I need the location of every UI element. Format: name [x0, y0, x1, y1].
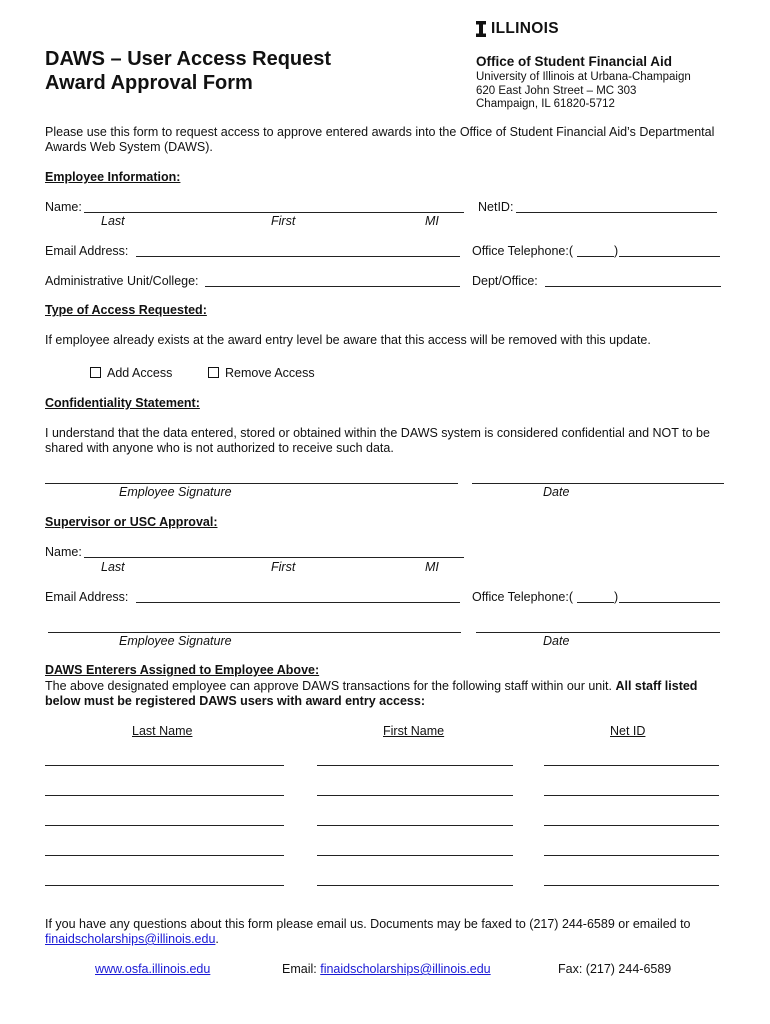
add-access-option[interactable]: [90, 366, 172, 380]
enterer-last-name-field[interactable]: [45, 825, 284, 826]
enterer-first-name-field[interactable]: [317, 885, 513, 886]
website-link[interactable]: www.osfa.illinois.edu: [95, 962, 211, 976]
supervisor-phone-field[interactable]: [619, 602, 720, 603]
block-i-icon: [476, 21, 486, 37]
footer-email-group: [282, 962, 491, 976]
confidentiality-heading: Confidentiality Statement:: [45, 396, 200, 410]
footer-line2: [45, 932, 219, 946]
employee-email-field[interactable]: [136, 256, 460, 257]
enterer-last-name-field[interactable]: [45, 765, 284, 766]
enterers-line1: [45, 679, 697, 693]
logo-text: ILLINOIS: [491, 20, 559, 37]
employee-mi-label: MI: [425, 214, 439, 228]
supervisor-email-field[interactable]: [136, 602, 460, 603]
col-first-name: First Name: [383, 724, 445, 738]
supervisor-date-field[interactable]: [476, 632, 720, 633]
enterer-net-id-field[interactable]: [544, 795, 719, 796]
office-line2: 620 East John Street – MC 303: [476, 85, 637, 97]
intro-line1: Please use this form to request access to approve entered awards into the Office of Student Financial Aid’s Departmental: [45, 125, 715, 139]
footer-line1: If you have any questions about this form please email us. Documents may be faxed to (217) 244-6589 or emailed to: [45, 917, 691, 931]
intro-line2: Awards Web System (DAWS).: [45, 140, 213, 154]
enterers-line1-plain: The above designated employee can approve DAWS transactions for the following staff within our unit.: [45, 679, 612, 693]
employee-phone-field[interactable]: [619, 256, 720, 257]
col-last-name: Last Name: [132, 724, 193, 738]
office-line1: University of Illinois at Urbana-Champaign: [476, 71, 691, 83]
form-title-line2: Award Approval Form: [45, 72, 253, 94]
add-access-label: Add Access: [107, 366, 173, 380]
enterer-net-id-field[interactable]: [544, 765, 719, 766]
form-title-line1: DAWS – User Access Request: [45, 48, 332, 70]
enterers-line2: below must be registered DAWS users with award entry access:: [45, 694, 425, 708]
employee-heading: Employee Information:: [45, 170, 181, 184]
enterer-last-name-field[interactable]: [45, 795, 284, 796]
employee-unit-field[interactable]: [205, 286, 460, 287]
supervisor-phone-area-field[interactable]: [577, 602, 614, 603]
footer-period: .: [215, 932, 219, 946]
employee-phone-close: ): [614, 244, 619, 258]
enterer-first-name-field[interactable]: [317, 765, 513, 766]
supervisor-mi-label: MI: [425, 560, 439, 574]
employee-unit-label: Administrative Unit/College:: [45, 274, 199, 288]
employee-netid-field[interactable]: [516, 212, 717, 213]
office-name: Office of Student Financial Aid: [476, 54, 673, 69]
employee-last-label: Last: [101, 214, 125, 228]
supervisor-heading: Supervisor or USC Approval:: [45, 515, 218, 529]
employee-phone-area-field[interactable]: [577, 256, 614, 257]
supervisor-name-label: Name:: [45, 545, 82, 559]
office-line3: Champaign, IL 61820-5712: [476, 98, 615, 110]
employee-email-label: Email Address:: [45, 244, 129, 258]
confidentiality-line2: shared with anyone who is not authorized to receive such data.: [45, 441, 394, 455]
col-net-id: Net ID: [610, 724, 646, 738]
supervisor-phone-close: ): [614, 590, 619, 604]
employee-name-field[interactable]: [84, 212, 464, 213]
employee-first-label: First: [271, 214, 296, 228]
employee-name-label: Name:: [45, 200, 82, 214]
access-note: If employee already exists at the award entry level be aware that this access will be removed with this update.: [45, 333, 651, 347]
enterer-last-name-field[interactable]: [45, 855, 284, 856]
supervisor-name-field[interactable]: [84, 557, 464, 558]
access-heading: Type of Access Requested:: [45, 303, 207, 317]
remove-access-checkbox[interactable]: [208, 367, 219, 378]
footer-email-link-2[interactable]: finaidscholarships@illinois.edu: [320, 962, 491, 976]
employee-signature-field[interactable]: [45, 483, 458, 484]
enterer-net-id-field[interactable]: [544, 825, 719, 826]
enterer-net-id-field[interactable]: [544, 885, 719, 886]
employee-netid-label: NetID:: [478, 200, 514, 214]
footer-email-label: Email:: [282, 962, 317, 976]
employee-dept-label: Dept/Office:: [472, 274, 538, 288]
enterer-last-name-field[interactable]: [45, 885, 284, 886]
confidentiality-line1: I understand that the data entered, stored or obtained within the DAWS system is considered confidential and NOT to be: [45, 426, 710, 440]
enterer-first-name-field[interactable]: [317, 855, 513, 856]
employee-dept-field[interactable]: [545, 286, 721, 287]
employee-date-label: Date: [543, 485, 570, 499]
supervisor-signature-field[interactable]: [48, 632, 461, 633]
remove-access-label: Remove Access: [225, 366, 315, 380]
enterer-first-name-field[interactable]: [317, 825, 513, 826]
employee-date-field[interactable]: [472, 483, 724, 484]
add-access-checkbox[interactable]: [90, 367, 101, 378]
employee-phone-label: Office Telephone:(: [472, 244, 573, 258]
enterers-line1-bold: All staff listed: [615, 679, 698, 693]
remove-access-option[interactable]: [208, 366, 315, 380]
footer-fax: Fax: (217) 244-6589: [558, 962, 672, 976]
supervisor-first-label: First: [271, 560, 296, 574]
enterers-heading: DAWS Enterers Assigned to Employee Above:: [45, 663, 320, 677]
supervisor-last-label: Last: [101, 560, 125, 574]
enterer-first-name-field[interactable]: [317, 795, 513, 796]
supervisor-phone-label: Office Telephone:(: [472, 590, 573, 604]
enterer-net-id-field[interactable]: [544, 855, 719, 856]
footer-email-link[interactable]: finaidscholarships@illinois.edu: [45, 932, 216, 946]
supervisor-email-label: Email Address:: [45, 590, 129, 604]
supervisor-date-label: Date: [543, 634, 570, 648]
supervisor-signature-label: Employee Signature: [119, 634, 232, 648]
employee-signature-label: Employee Signature: [119, 485, 232, 499]
